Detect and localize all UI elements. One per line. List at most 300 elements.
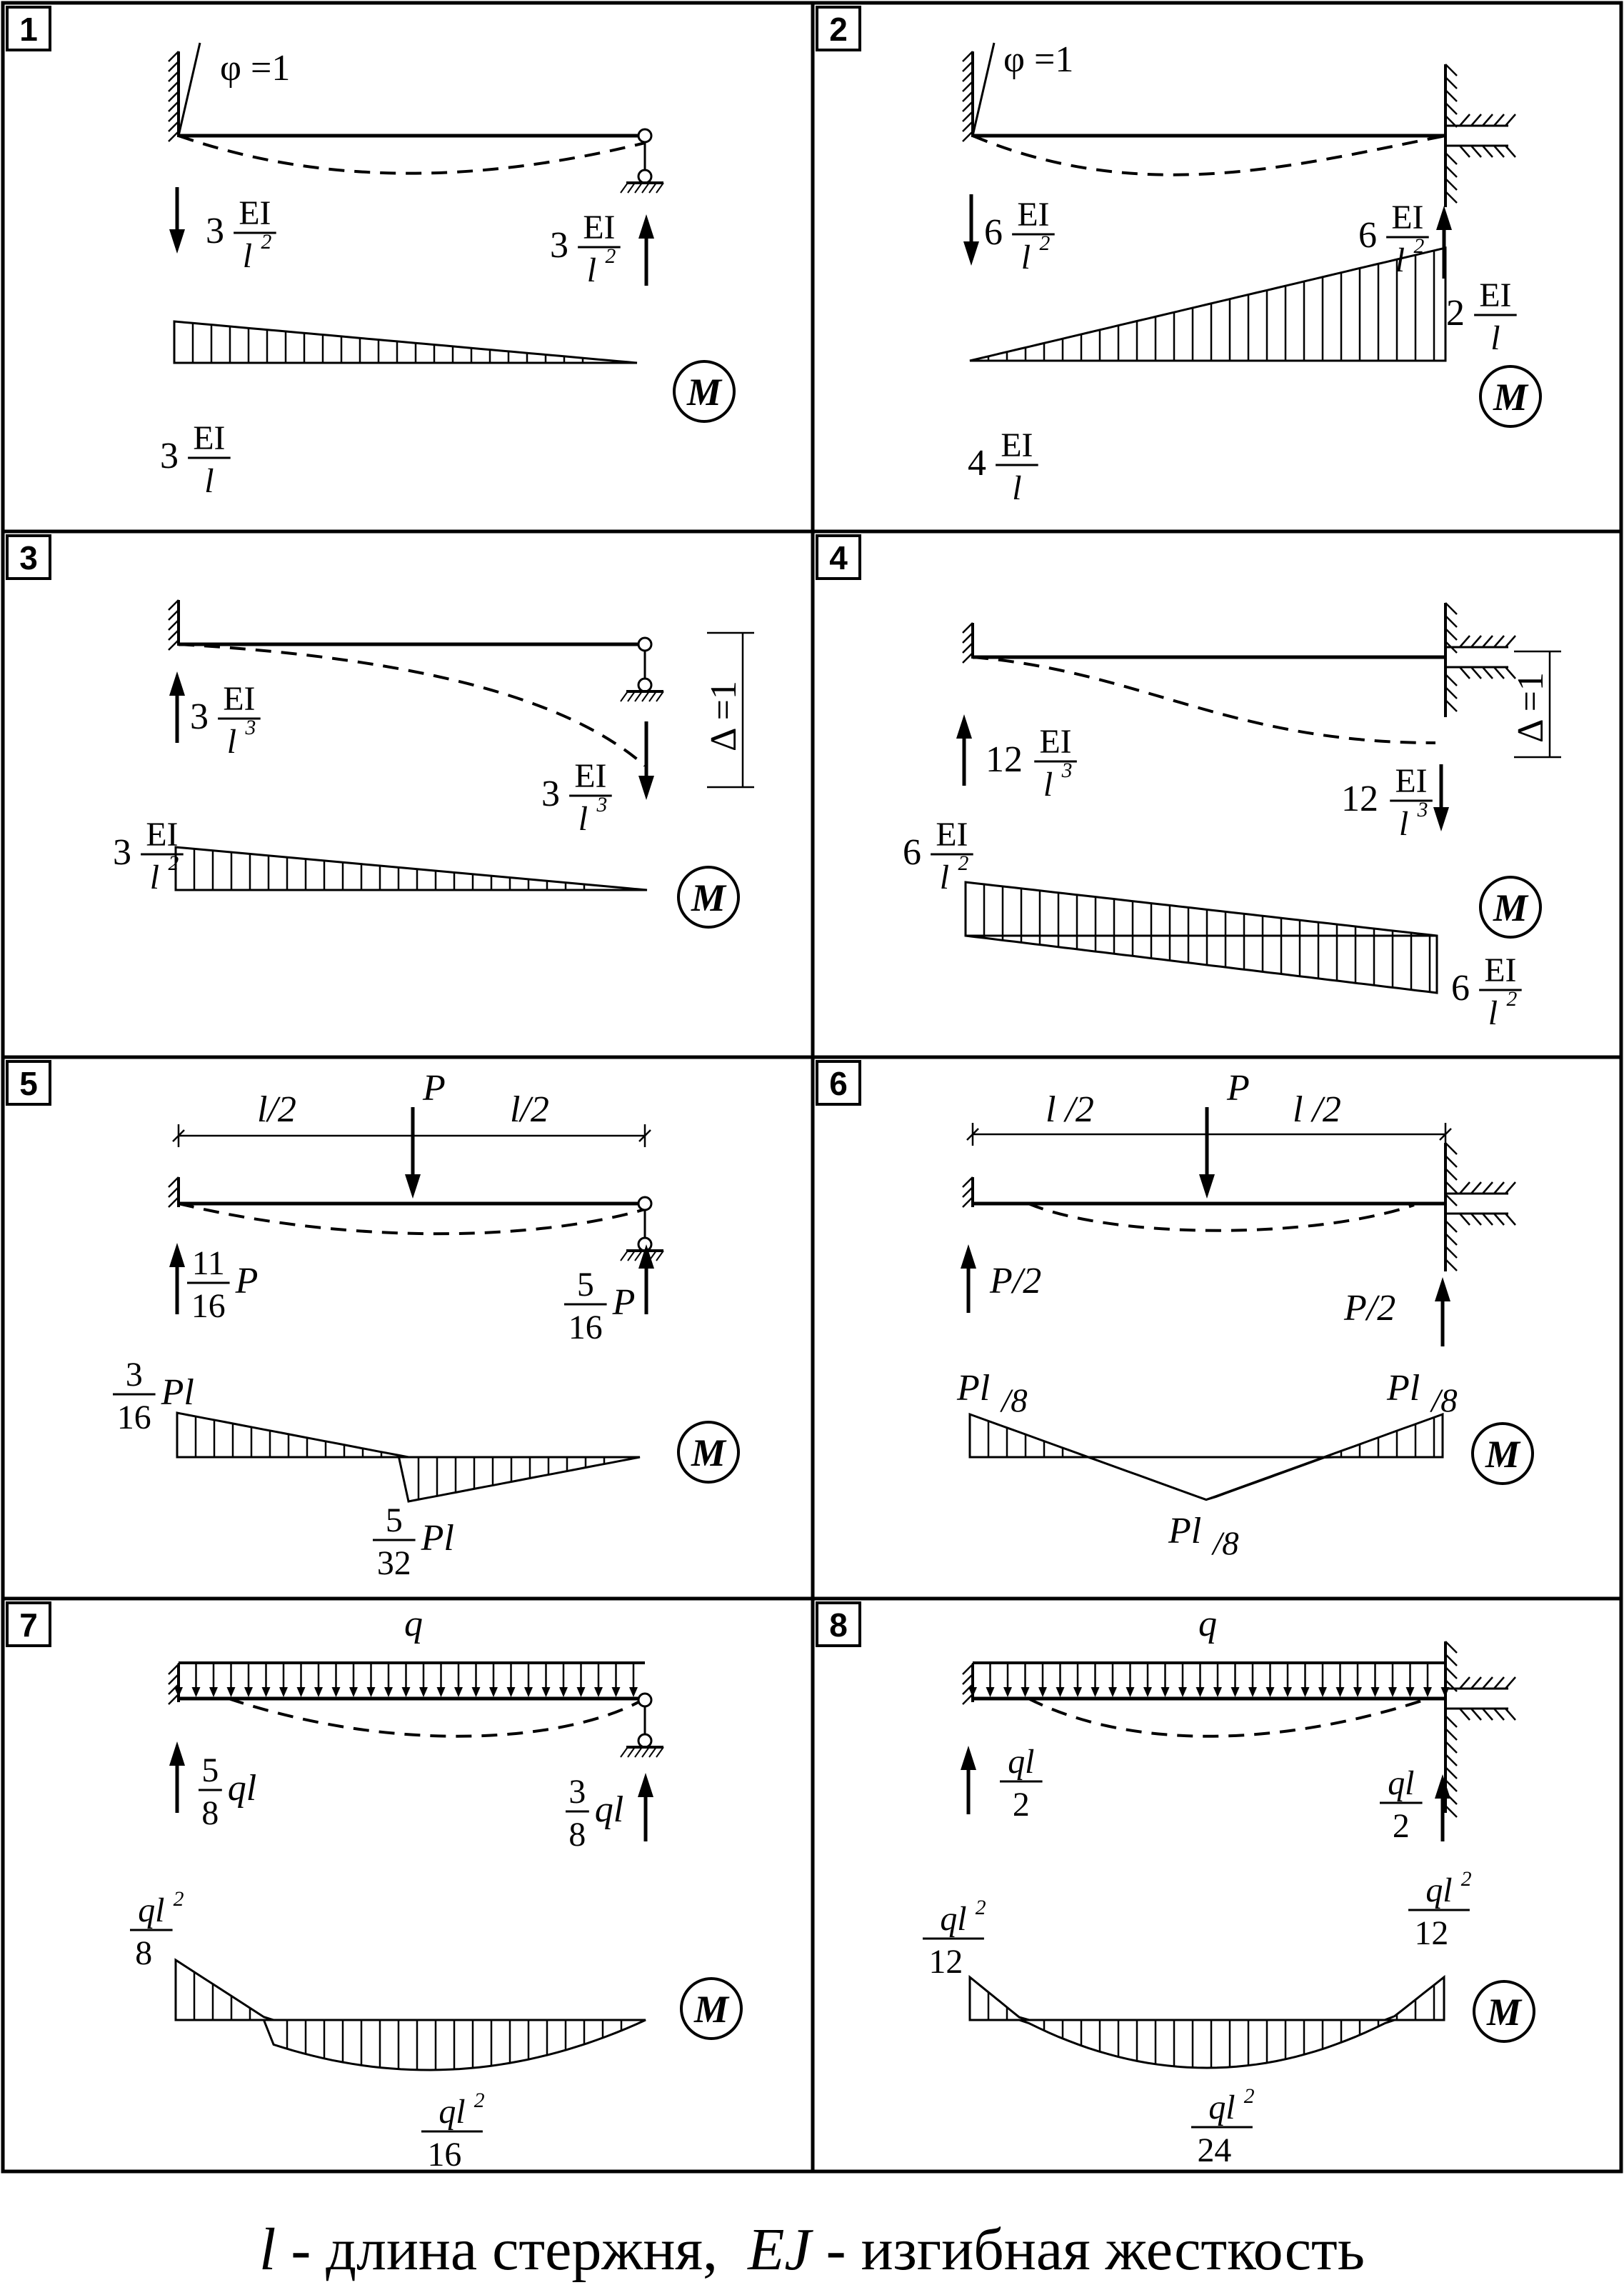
moment-diagram-outline [970,1977,1444,2068]
fixed-support-hatch [1471,1182,1481,1194]
reaction-arrow-head [961,1746,976,1770]
reaction-arrow-head [1433,807,1449,831]
load-arrow-head [489,1687,498,1697]
label-4-4 [1451,951,1522,1032]
fraction-numerator: EI [574,757,607,795]
load-arrow-head [629,1687,638,1697]
label-subscript: /8 [1213,1525,1239,1562]
fraction-numerator: 3 [125,1356,143,1394]
load-arrow-head [472,1687,481,1697]
label-4-3 [903,816,973,896]
label-7-1 [199,1751,256,1832]
fraction-denominator: l [1395,241,1405,279]
legend-l-symbol: l [259,2216,276,2283]
fixed-support-hatch [1445,1767,1457,1779]
wall-hatch [963,81,973,91]
fixed-support-hatch [1445,603,1457,614]
label-2-3 [1446,276,1517,357]
fixed-support-hatch [1445,90,1457,101]
label-text: 6 [1358,215,1377,256]
moment-diagram-outline [176,847,647,890]
fraction-numerator: EI [1017,196,1050,234]
wall-hatch [963,121,973,131]
load-arrow-head [524,1687,533,1697]
load-arrow-head [332,1687,341,1697]
wall-hatch [169,630,179,640]
label-2-1 [984,196,1055,276]
wall-hatch [169,620,179,630]
fraction-denominator: l [242,237,253,275]
fixed-support-hatch [1483,1677,1493,1689]
fixed-support-hatch [1445,153,1457,164]
load-arrow-head [244,1687,253,1697]
fixed-support-hatch [1445,1806,1457,1817]
wall-hatch [963,101,973,111]
fraction-denominator: 8 [135,1934,153,1972]
fraction-denominator: 8 [201,1794,219,1832]
reaction-arrow-head [638,776,654,800]
fraction-numerator: EI [146,816,179,854]
label-italic-text: q [404,1604,423,1644]
label-5-6 [373,1501,454,1582]
deflection-curve [973,136,1445,175]
wall-hatch [169,610,179,620]
load-arrow-head [1371,1687,1380,1697]
load-arrow-head [1161,1687,1170,1697]
label-8-5 [1191,2085,1255,2169]
wall-hatch [169,101,179,111]
fraction-denominator: l [1398,805,1409,843]
fraction-denominator: l [586,251,597,289]
panel-4 [817,536,1561,1032]
panel-number: 8 [829,1606,848,1644]
load-arrow-head [577,1687,586,1697]
pin-joint [638,638,651,651]
fraction-denominator: l [1490,319,1500,357]
wall-hatch [963,1187,973,1197]
wall-hatch [169,1177,179,1187]
fixed-support-hatch [1445,1741,1457,1753]
fraction-exponent: 2 [261,231,272,254]
fixed-support-hatch [1445,1169,1457,1180]
label-6-6 [1386,1368,1458,1419]
wall-hatch [963,131,973,141]
label-4-1 [986,723,1077,804]
load-arrow-head [1318,1687,1327,1697]
label-italic-text: P/2 [1344,1288,1396,1329]
ground-hatch [635,691,642,701]
fixed-support-hatch [1445,64,1457,76]
wall-hatch [169,640,179,650]
label-italic-text: P [612,1282,636,1323]
fixed-support-hatch [1445,191,1457,203]
deflection-curve [1028,1699,1428,1736]
moment-symbol: M [1493,886,1528,929]
load-arrow-head [542,1687,551,1697]
reaction-arrow-head [956,714,972,739]
fraction-denominator: 24 [1197,2131,1232,2169]
fraction-numerator: EI [936,816,968,854]
ground-hatch [621,1747,628,1757]
label-text: 6 [903,832,921,873]
fixed-support-hatch [1445,1246,1457,1258]
fixed-support-hatch [1445,1716,1457,1727]
ground-hatch [656,183,663,193]
fraction-numerator: EI [1395,762,1428,800]
panel-number: 6 [829,1065,848,1102]
panel-number: 1 [19,11,38,48]
label-3-2 [541,757,612,838]
ground-hatch [642,183,649,193]
fraction-exponent: 2 [1460,1868,1472,1891]
fixed-support-hatch [1445,1641,1457,1653]
fraction-numerator: EI [239,194,271,232]
fixed-support-hatch [1505,1214,1515,1225]
fixed-support-hatch [1471,636,1481,647]
fixed-support-hatch [1483,1709,1493,1720]
fixed-support-hatch [1460,667,1470,679]
fraction-numerator: ql [1388,1764,1415,1802]
fraction-denominator: 2 [1392,1807,1410,1845]
panel-number: 2 [829,11,848,48]
pin-joint [638,1197,651,1210]
fixed-support-hatch [1494,1709,1504,1720]
label-1-1 [206,194,276,275]
fraction-denominator: l [939,859,950,896]
ground-hatch [649,691,656,701]
wall-hatch [169,81,179,91]
label-6-2 [1226,1068,1250,1109]
fraction-numerator: EI [1391,199,1424,236]
reaction-arrow-head [169,1741,185,1766]
reaction-arrow-head [963,241,979,266]
fraction-denominator: l [204,462,214,500]
load-arrow-head [262,1687,271,1697]
fraction-denominator: 2 [1012,1786,1030,1824]
pin-joint [638,170,651,183]
fixed-support-hatch [1494,1214,1504,1225]
label-italic-text: Pl [1387,1368,1420,1409]
fraction-exponent: 3 [596,794,608,816]
fraction-denominator: 12 [928,1943,963,1981]
fixed-support-hatch [1445,700,1457,711]
fixed-support-hatch [1445,166,1457,177]
fixed-support-hatch [1494,114,1504,126]
fixed-support-hatch [1445,103,1457,114]
fraction-denominator: l [1043,766,1053,804]
label-6-1 [1293,1089,1341,1130]
label-italic-text: q [1198,1604,1217,1644]
label-text: Δ =1 [703,681,744,751]
load-arrow-head [1108,1687,1117,1697]
fraction-exponent: 2 [473,2089,485,2112]
deflection-curve [1028,1204,1414,1231]
fixed-support-hatch [1445,1156,1457,1167]
fraction-numerator: EI [583,209,616,246]
load-arrow-head [1336,1687,1345,1697]
wall-hatch [169,1694,179,1704]
ground-hatch [628,1747,635,1757]
ground-hatch [621,1251,628,1261]
legend-l-description: - длина стержня, [276,2216,718,2283]
fixed-support-hatch [1445,629,1457,640]
load-arrow-head [279,1687,288,1697]
label-8-0 [1198,1604,1217,1644]
load-arrow-head [402,1687,411,1697]
fraction-exponent: 2 [605,245,616,268]
fixed-support-hatch [1445,1754,1457,1766]
label-text: 3 [550,225,568,266]
panel-number: 7 [19,1606,38,1644]
label-5-5 [113,1356,194,1436]
fraction-denominator: 32 [376,1544,411,1582]
load-arrow-head [297,1687,306,1697]
load-arrow-head [1143,1687,1152,1697]
fraction-numerator: 5 [576,1266,594,1304]
fraction-denominator: 16 [191,1287,226,1325]
fixed-support-hatch [1494,1677,1504,1689]
fraction-denominator: l [578,800,588,838]
moment-symbol: M [693,1988,729,2031]
deflection-curve [229,1699,645,1736]
moment-symbol: M [686,371,722,414]
fixed-support-hatch [1445,1667,1457,1679]
load-arrow-head [1406,1687,1415,1697]
fraction-exponent: 2 [173,1888,184,1911]
fixed-support-hatch [1505,114,1515,126]
load-arrow-head [419,1687,428,1697]
ground-hatch [656,1747,663,1757]
label-text: 3 [160,436,179,476]
load-arrow-head [1178,1687,1187,1697]
fixed-support-hatch [1471,114,1481,126]
fixed-support-hatch [1445,1234,1457,1245]
fixed-support-hatch [1460,1677,1470,1689]
load-arrow-head [1196,1687,1205,1697]
fraction-exponent: 2 [975,1896,986,1919]
label-italic-text: P [423,1068,446,1109]
fraction-denominator: 16 [116,1399,151,1436]
ground-hatch [628,691,635,701]
fraction-denominator: l [1488,994,1498,1032]
reaction-arrow-head [169,1243,185,1267]
label-text: φ =1 [1003,39,1074,80]
wall-hatch [963,633,973,643]
label-text: 6 [984,212,1003,253]
load-arrow-head [1266,1687,1275,1697]
legend-ej-symbol: EJ [748,2216,811,2283]
label-italic-text: P/2 [990,1261,1042,1301]
load-arrow-head [1213,1687,1222,1697]
label-1-2 [550,209,621,289]
load-arrow-head [349,1687,358,1697]
wall-hatch [169,61,179,71]
ground-hatch [642,1747,649,1757]
wall-hatch [963,111,973,121]
fraction-exponent: 2 [1243,2085,1255,2108]
label-text: 3 [113,832,131,873]
load-arrow-head [1126,1687,1135,1697]
load-arrow-head [1091,1687,1100,1697]
panel-5 [7,1061,738,1582]
fixed-support-hatch [1483,146,1493,157]
fraction-denominator: 16 [568,1309,603,1346]
label-6-5 [956,1368,1028,1419]
load-arrow-head [1003,1687,1012,1697]
fraction-exponent: 2 [958,852,969,875]
ground-hatch [635,1251,642,1261]
wall-hatch [963,91,973,101]
label-4-0 [1510,672,1551,743]
ground-hatch [621,183,628,193]
fraction-exponent: 3 [1417,799,1428,821]
fixed-support-hatch [1460,114,1470,126]
fixed-support-hatch [1445,1654,1457,1666]
load-arrow-head [227,1687,236,1697]
fixed-support-hatch [1460,636,1470,647]
label-italic-text: P [1227,1068,1250,1109]
fraction-numerator: EI [193,419,226,457]
panel-number: 3 [19,539,38,576]
wall-hatch [169,600,179,610]
load-arrow-head [1283,1687,1292,1697]
fraction-exponent: 2 [1039,232,1051,255]
load-arrow-head [437,1687,446,1697]
panel-number: 5 [19,1065,38,1102]
fraction-denominator: 12 [1414,1914,1449,1952]
label-italic-text: ql [594,1789,624,1830]
fraction-numerator: ql [940,1900,967,1938]
reaction-arrow-head [961,1244,976,1269]
fixed-support-hatch [1505,1709,1515,1720]
label-italic-text: Pl [161,1372,194,1413]
ground-hatch [628,183,635,193]
fixed-support-hatch [1445,1181,1457,1193]
load-arrow-head [1073,1687,1082,1697]
label-5-1 [510,1089,549,1130]
fraction-numerator: 3 [568,1773,586,1811]
fraction-denominator: l [1012,469,1022,507]
fixed-support-hatch [1460,1182,1470,1194]
reaction-arrow-head [638,1773,653,1797]
wall-hatch [963,623,973,633]
fixed-support-hatch [1445,77,1457,89]
wall-hatch [169,91,179,101]
wall-hatch [963,61,973,71]
panel-3 [7,536,754,927]
ground-hatch [649,183,656,193]
pin-joint [638,679,651,691]
fixed-support-hatch [1445,1143,1457,1154]
label-5-4 [564,1266,635,1346]
fraction-denominator: l [149,859,160,896]
panel-7 [7,1603,741,2174]
label-italic-text: l/2 [510,1089,549,1130]
fixed-support-hatch [1494,1182,1504,1194]
load-arrow-head [314,1687,323,1697]
ground-hatch [635,183,642,193]
label-italic-text: Pl [421,1518,454,1559]
fixed-support-hatch [1505,1677,1515,1689]
fixed-support-hatch [1471,667,1481,679]
load-arrow-head [594,1687,603,1697]
label-6-7 [1168,1511,1239,1562]
label-text: 3 [206,211,224,251]
wall-hatch [169,1664,179,1674]
reaction-arrow-head [638,214,654,239]
fraction-numerator: EI [1479,276,1512,314]
moment-symbol: M [691,1431,726,1474]
label-italic-text: l /2 [1046,1089,1094,1130]
label-1-0 [220,48,290,89]
label-italic-text: l/2 [257,1089,296,1130]
moment-diagram-outline [970,248,1445,361]
fixed-support-hatch [1460,146,1470,157]
panel-1 [7,7,734,500]
deflection-curve [179,136,645,174]
label-text: 2 [1446,293,1465,334]
wall-hatch [169,1674,179,1684]
fixed-support-hatch [1460,1214,1470,1225]
fraction-exponent: 2 [1506,988,1518,1011]
fixed-support-hatch [1483,1182,1493,1194]
fixed-support-hatch [1445,1729,1457,1740]
deflection-curve [179,1204,645,1234]
fraction-numerator: ql [1208,2089,1235,2126]
label-italic-text: l /2 [1293,1089,1341,1130]
fraction-exponent: 2 [1413,235,1425,258]
wall-hatch [169,1187,179,1197]
fraction-numerator: ql [1008,1743,1035,1781]
reaction-arrow-head [169,671,185,696]
label-6-0 [1046,1089,1094,1130]
label-6-4 [1343,1288,1395,1329]
ground-hatch [656,1251,663,1261]
panel-6 [817,1061,1533,1562]
ground-hatch [635,1747,642,1757]
load-arrow-head [209,1687,218,1697]
label-text: 4 [968,443,986,484]
fixed-support-hatch [1483,636,1493,647]
load-arrow-head [507,1687,516,1697]
load-arrow-head [367,1687,376,1697]
ground-hatch [656,691,663,701]
fraction-denominator: l [226,723,237,761]
fixed-support-hatch [1483,1214,1493,1225]
wall-hatch [169,131,179,141]
fraction-numerator: ql [438,2093,466,2131]
fixed-support-hatch [1460,1709,1470,1720]
label-7-0 [404,1604,423,1644]
label-3-1 [190,680,261,761]
wall-hatch [963,1664,973,1674]
fixed-support-hatch [1483,667,1493,679]
label-text: 12 [1341,779,1378,819]
load-arrow-head [1056,1687,1065,1697]
point-load-head [405,1174,421,1199]
fixed-support-hatch [1445,179,1457,190]
ground-hatch [621,691,628,701]
fixed-support-hatch [1445,674,1457,686]
label-text: 6 [1451,968,1470,1009]
wall-hatch [169,1197,179,1207]
fraction-exponent: 2 [168,852,179,875]
wall-hatch [963,643,973,653]
reaction-arrow-head [1436,206,1452,230]
label-3-0 [703,681,744,751]
fixed-support-hatch [1445,687,1457,699]
moment-diagram-outline [966,882,1437,993]
